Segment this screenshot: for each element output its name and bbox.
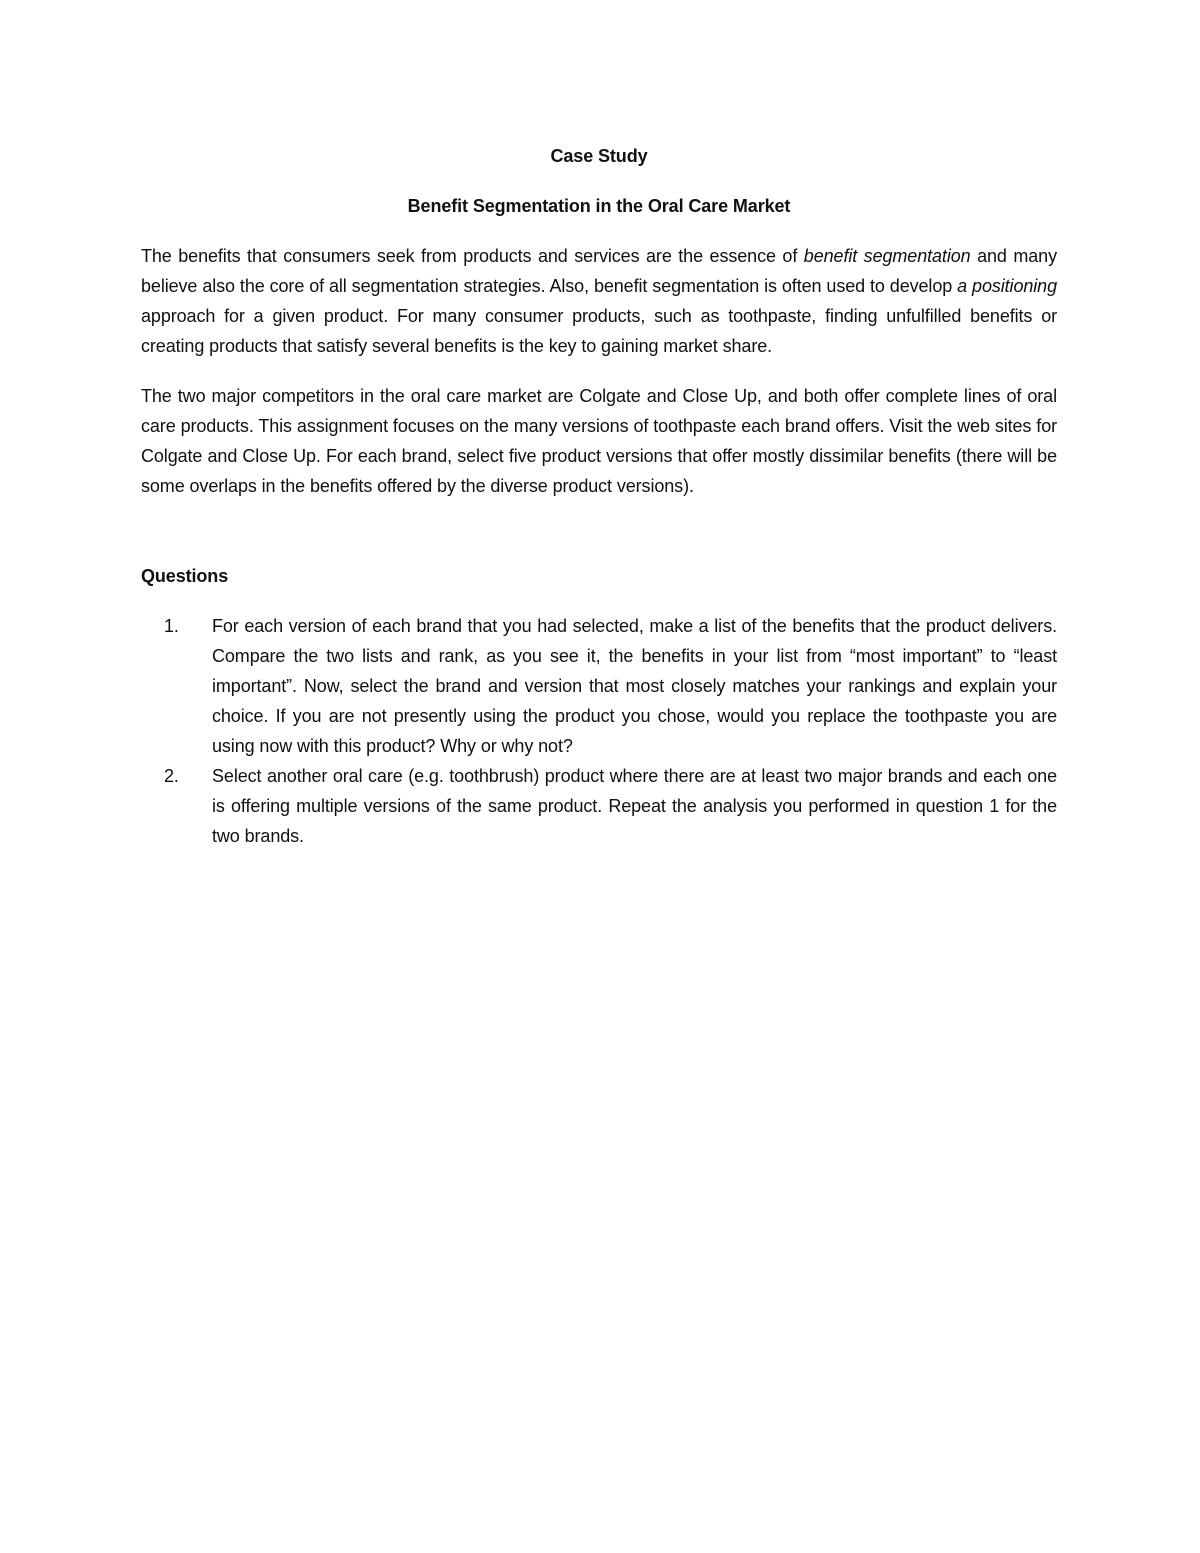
questions-list	[141, 611, 1057, 851]
competitors-paragraph: The two major competitors in the oral care market are Colgate and Close Up, and both offer complete lines of oral care products. This assignment focuses on the many versions of toothpaste each brand offers. Visit the web sites for Colgate and Close Up. For each brand, select five product versions that offer mostly dissimilar benefits (there will be some overlaps in the benefits offered by the diverse product versions).	[141, 386, 1057, 496]
question-item	[141, 611, 1057, 761]
case-study-label: Case Study	[550, 146, 648, 166]
question-number: 1.	[164, 616, 179, 636]
intro-text-2: and many believe also the core of all segmentation strategies. Also, benefit segmentation is often used to develop	[141, 246, 1057, 296]
document-title: Benefit Segmentation in the Oral Care Market	[407, 196, 791, 216]
questions-heading: Questions	[141, 566, 229, 586]
question-number: 2.	[164, 766, 179, 786]
intro-text-3: approach for a given product. For many consumer products, such as toothpaste, finding unfulfilled benefits or creating products that satisfy several benefits is the key to gaining market share.	[141, 306, 1057, 356]
intro-emphasis-benefit-segmentation: benefit segmentation	[803, 246, 971, 266]
question-item	[141, 761, 1057, 851]
question-text: For each version of each brand that you had selected, make a list of the benefits that the product delivers. Compare the two lists and rank, as you see it, the benefits in your list from “most important” to “least important”. Now, select the brand and version that most closely matches your rankings and explain your choice. If you are not presently using the product you chose, would you replace the toothpaste you are using now with this product? Why or why not?	[212, 616, 1057, 756]
intro-emphasis-positioning: a positioning	[957, 276, 1057, 296]
document-body	[141, 141, 1057, 851]
intro-text-1: The benefits that consumers seek from products and services are the essence of	[141, 246, 804, 266]
question-text: Select another oral care (e.g. toothbrush) product where there are at least two major brands and each one is offering multiple versions of the same product. Repeat the analysis you performed in question 1 for the two brands.	[212, 766, 1057, 846]
intro-paragraph	[141, 241, 1057, 361]
